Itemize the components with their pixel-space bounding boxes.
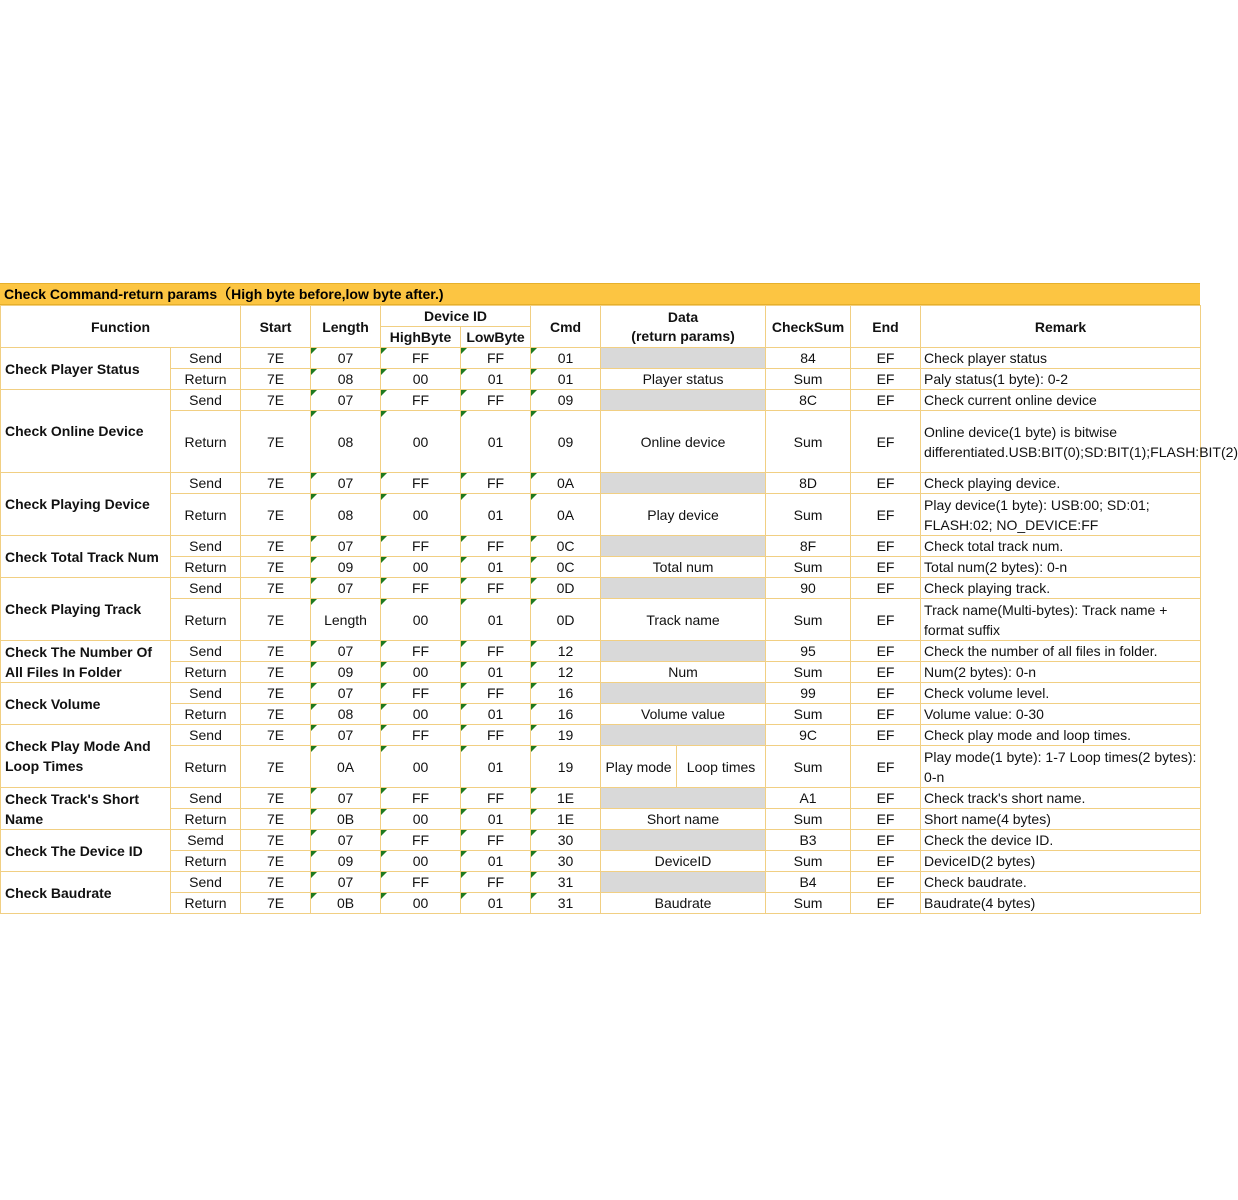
remark-text: Check baudrate.	[921, 872, 1201, 893]
data-params: Short name	[601, 809, 766, 830]
checksum-byte: Sum	[766, 851, 851, 872]
cmd-byte: 31	[531, 872, 601, 893]
device-lowbyte: FF	[461, 390, 531, 411]
device-lowbyte: 01	[461, 494, 531, 536]
end-byte: EF	[851, 599, 921, 641]
remark-text: Check current online device	[921, 390, 1201, 411]
start-byte: 7E	[241, 788, 311, 809]
end-byte: EF	[851, 557, 921, 578]
table-row	[1, 872, 1201, 893]
start-byte: 7E	[241, 683, 311, 704]
table-row	[1, 809, 1201, 830]
table-row	[1, 830, 1201, 851]
row-type: Send	[171, 725, 241, 746]
header-data	[601, 306, 766, 348]
row-type: Return	[171, 557, 241, 578]
remark-text: Paly status(1 byte): 0-2	[921, 369, 1201, 390]
length-byte: 07	[311, 578, 381, 599]
device-highbyte: FF	[381, 390, 461, 411]
end-byte: EF	[851, 578, 921, 599]
cmd-byte: 0A	[531, 494, 601, 536]
remark-text: Check playing track.	[921, 578, 1201, 599]
function-name: Check Playing Device	[1, 473, 171, 536]
device-highbyte: FF	[381, 536, 461, 557]
remark-text: Total num(2 bytes): 0-n	[921, 557, 1201, 578]
end-byte: EF	[851, 683, 921, 704]
data-loop-times: Loop times	[677, 746, 766, 788]
table-row	[1, 746, 1201, 788]
start-byte: 7E	[241, 851, 311, 872]
length-byte: 07	[311, 390, 381, 411]
device-lowbyte: 01	[461, 851, 531, 872]
row-type: Return	[171, 893, 241, 914]
length-byte: 07	[311, 830, 381, 851]
length-byte: 09	[311, 851, 381, 872]
start-byte: 7E	[241, 809, 311, 830]
data-play-mode: Play mode	[601, 746, 677, 788]
cmd-byte: 0C	[531, 557, 601, 578]
end-byte: EF	[851, 725, 921, 746]
checksum-byte: Sum	[766, 369, 851, 390]
device-highbyte: FF	[381, 725, 461, 746]
device-highbyte: 00	[381, 557, 461, 578]
checksum-byte: Sum	[766, 411, 851, 473]
table-row	[1, 557, 1201, 578]
checksum-byte: Sum	[766, 599, 851, 641]
device-lowbyte: FF	[461, 536, 531, 557]
end-byte: EF	[851, 390, 921, 411]
header-remark: Remark	[921, 306, 1201, 348]
device-highbyte: FF	[381, 872, 461, 893]
remark-text: Check the number of all files in folder.	[921, 641, 1201, 662]
row-type: Send	[171, 348, 241, 369]
device-highbyte: 00	[381, 893, 461, 914]
data-params	[601, 872, 766, 893]
function-name: Check The Number Of All Files In Folder	[1, 641, 171, 683]
data-params	[601, 536, 766, 557]
cmd-byte: 0C	[531, 536, 601, 557]
start-byte: 7E	[241, 893, 311, 914]
cmd-byte: 30	[531, 830, 601, 851]
end-byte: EF	[851, 788, 921, 809]
checksum-byte: Sum	[766, 746, 851, 788]
table-row	[1, 348, 1201, 369]
cmd-byte: 0D	[531, 599, 601, 641]
row-type: Return	[171, 809, 241, 830]
checksum-byte: 99	[766, 683, 851, 704]
length-byte: 08	[311, 494, 381, 536]
data-params	[601, 473, 766, 494]
device-lowbyte: 01	[461, 809, 531, 830]
header-device-id: Device ID	[381, 306, 531, 327]
row-type: Return	[171, 494, 241, 536]
row-type: Return	[171, 746, 241, 788]
checksum-byte: 8D	[766, 473, 851, 494]
function-name: Check Total Track Num	[1, 536, 171, 578]
length-byte: 07	[311, 348, 381, 369]
cmd-byte: 01	[531, 348, 601, 369]
table-row	[1, 893, 1201, 914]
remark-text: Play device(1 byte): USB:00; SD:01; FLASH:02; NO_DEVICE:FF	[921, 494, 1201, 536]
start-byte: 7E	[241, 872, 311, 893]
cmd-byte: 09	[531, 411, 601, 473]
remark-text: Short name(4 bytes)	[921, 809, 1201, 830]
device-highbyte: 00	[381, 704, 461, 725]
header-cmd: Cmd	[531, 306, 601, 348]
checksum-byte: B3	[766, 830, 851, 851]
device-highbyte: 00	[381, 746, 461, 788]
start-byte: 7E	[241, 662, 311, 683]
cmd-byte: 1E	[531, 809, 601, 830]
length-byte: 07	[311, 536, 381, 557]
row-type: Send	[171, 641, 241, 662]
row-type: Send	[171, 473, 241, 494]
start-byte: 7E	[241, 390, 311, 411]
row-type: Send	[171, 872, 241, 893]
data-params: Total num	[601, 557, 766, 578]
data-params: Track name	[601, 599, 766, 641]
table-row	[1, 641, 1201, 662]
function-name: Check Volume	[1, 683, 171, 725]
device-highbyte: FF	[381, 683, 461, 704]
remark-text: Check total track num.	[921, 536, 1201, 557]
data-params	[601, 830, 766, 851]
remark-text: Check play mode and loop times.	[921, 725, 1201, 746]
remark-text: Track name(Multi-bytes): Track name + format suffix	[921, 599, 1201, 641]
end-byte: EF	[851, 662, 921, 683]
row-type: Return	[171, 704, 241, 725]
data-params	[601, 725, 766, 746]
device-highbyte: 00	[381, 851, 461, 872]
checksum-byte: Sum	[766, 662, 851, 683]
length-byte: 08	[311, 411, 381, 473]
data-params: Play device	[601, 494, 766, 536]
device-lowbyte: 01	[461, 411, 531, 473]
header-highbyte: HighByte	[381, 327, 461, 348]
length-byte: 0B	[311, 893, 381, 914]
data-params: Num	[601, 662, 766, 683]
length-byte: 07	[311, 725, 381, 746]
row-type: Return	[171, 851, 241, 872]
device-lowbyte: FF	[461, 830, 531, 851]
header-checksum: CheckSum	[766, 306, 851, 348]
remark-text: Volume value: 0-30	[921, 704, 1201, 725]
device-highbyte: FF	[381, 788, 461, 809]
table-row	[1, 599, 1201, 641]
remark-text: Check player status	[921, 348, 1201, 369]
length-byte: 07	[311, 641, 381, 662]
device-highbyte: FF	[381, 578, 461, 599]
start-byte: 7E	[241, 411, 311, 473]
data-params: Baudrate	[601, 893, 766, 914]
remark-text: Check playing device.	[921, 473, 1201, 494]
header-length: Length	[311, 306, 381, 348]
length-byte: 0B	[311, 809, 381, 830]
cmd-byte: 31	[531, 893, 601, 914]
table-row	[1, 788, 1201, 809]
cmd-byte: 30	[531, 851, 601, 872]
device-highbyte: 00	[381, 411, 461, 473]
table-row	[1, 473, 1201, 494]
end-byte: EF	[851, 704, 921, 725]
device-highbyte: FF	[381, 473, 461, 494]
header-start: Start	[241, 306, 311, 348]
cmd-byte: 19	[531, 725, 601, 746]
data-params	[601, 390, 766, 411]
cmd-byte: 16	[531, 704, 601, 725]
row-type: Return	[171, 662, 241, 683]
cmd-byte: 19	[531, 746, 601, 788]
table-row	[1, 662, 1201, 683]
cmd-byte: 12	[531, 662, 601, 683]
checksum-byte: A1	[766, 788, 851, 809]
function-name: Check Online Device	[1, 390, 171, 473]
table-row	[1, 390, 1201, 411]
remark-text: Play mode(1 byte): 1-7 Loop times(2 bytes): 0-n	[921, 746, 1201, 788]
data-params	[601, 683, 766, 704]
checksum-byte: Sum	[766, 494, 851, 536]
device-lowbyte: 01	[461, 893, 531, 914]
data-params	[601, 788, 766, 809]
device-lowbyte: FF	[461, 725, 531, 746]
device-lowbyte: FF	[461, 641, 531, 662]
end-byte: EF	[851, 494, 921, 536]
remark-text: DeviceID(2 bytes)	[921, 851, 1201, 872]
device-lowbyte: FF	[461, 348, 531, 369]
device-lowbyte: FF	[461, 872, 531, 893]
start-byte: 7E	[241, 578, 311, 599]
data-params	[601, 578, 766, 599]
data-params: Player status	[601, 369, 766, 390]
checksum-byte: 8C	[766, 390, 851, 411]
length-byte: 0A	[311, 746, 381, 788]
start-byte: 7E	[241, 473, 311, 494]
start-byte: 7E	[241, 536, 311, 557]
checksum-byte: Sum	[766, 557, 851, 578]
device-lowbyte: 01	[461, 704, 531, 725]
end-byte: EF	[851, 872, 921, 893]
function-name: Check Track's Short Name	[1, 788, 171, 830]
remark-text: Online device(1 byte) is bitwise differentiated.USB:BIT(0);SD:BIT(1);FLASH:BIT(2)	[921, 411, 1201, 473]
cmd-byte: 12	[531, 641, 601, 662]
end-byte: EF	[851, 809, 921, 830]
start-byte: 7E	[241, 641, 311, 662]
table-row	[1, 704, 1201, 725]
start-byte: 7E	[241, 348, 311, 369]
cmd-byte: 1E	[531, 788, 601, 809]
table-row	[1, 494, 1201, 536]
checksum-byte: B4	[766, 872, 851, 893]
checksum-byte: Sum	[766, 809, 851, 830]
table-row	[1, 536, 1201, 557]
device-lowbyte: FF	[461, 578, 531, 599]
function-name: Check Play Mode And Loop Times	[1, 725, 171, 788]
device-highbyte: 00	[381, 662, 461, 683]
start-byte: 7E	[241, 369, 311, 390]
start-byte: 7E	[241, 494, 311, 536]
command-table	[0, 305, 1238, 914]
device-highbyte: 00	[381, 809, 461, 830]
table-row	[1, 411, 1201, 473]
data-params	[601, 641, 766, 662]
checksum-byte: 90	[766, 578, 851, 599]
row-type: Return	[171, 411, 241, 473]
checksum-byte: 9C	[766, 725, 851, 746]
data-params: Volume value	[601, 704, 766, 725]
checksum-byte: 84	[766, 348, 851, 369]
table-title: Check Command-return params（High byte before,low byte after.)	[0, 283, 1200, 305]
length-byte: 09	[311, 557, 381, 578]
checksum-byte: 8F	[766, 536, 851, 557]
end-byte: EF	[851, 746, 921, 788]
end-byte: EF	[851, 369, 921, 390]
start-byte: 7E	[241, 599, 311, 641]
end-byte: EF	[851, 830, 921, 851]
start-byte: 7E	[241, 704, 311, 725]
data-params: DeviceID	[601, 851, 766, 872]
length-byte: 07	[311, 872, 381, 893]
end-byte: EF	[851, 893, 921, 914]
end-byte: EF	[851, 348, 921, 369]
end-byte: EF	[851, 641, 921, 662]
cmd-byte: 16	[531, 683, 601, 704]
device-highbyte: FF	[381, 348, 461, 369]
table-row	[1, 369, 1201, 390]
end-byte: EF	[851, 536, 921, 557]
table-row	[1, 725, 1201, 746]
header-function: Function	[1, 306, 241, 348]
end-byte: EF	[851, 473, 921, 494]
start-byte: 7E	[241, 746, 311, 788]
length-byte: 08	[311, 704, 381, 725]
start-byte: 7E	[241, 557, 311, 578]
device-highbyte: FF	[381, 641, 461, 662]
header-data-line1: Data	[667, 308, 699, 325]
device-lowbyte: FF	[461, 788, 531, 809]
checksum-byte: Sum	[766, 893, 851, 914]
cmd-byte: 01	[531, 369, 601, 390]
length-byte: Length	[311, 599, 381, 641]
device-highbyte: 00	[381, 369, 461, 390]
device-highbyte: FF	[381, 830, 461, 851]
end-byte: EF	[851, 851, 921, 872]
device-lowbyte: FF	[461, 473, 531, 494]
header-end: End	[851, 306, 921, 348]
device-lowbyte: 01	[461, 599, 531, 641]
row-type: Send	[171, 390, 241, 411]
length-byte: 07	[311, 788, 381, 809]
row-type: Semd	[171, 830, 241, 851]
row-type: Send	[171, 683, 241, 704]
device-highbyte: 00	[381, 494, 461, 536]
length-byte: 07	[311, 683, 381, 704]
data-params	[601, 348, 766, 369]
function-name: Check Baudrate	[1, 872, 171, 914]
header-lowbyte: LowByte	[461, 327, 531, 348]
start-byte: 7E	[241, 830, 311, 851]
row-type: Return	[171, 599, 241, 641]
remark-text: Baudrate(4 bytes)	[921, 893, 1201, 914]
data-params: Online device	[601, 411, 766, 473]
row-type: Send	[171, 788, 241, 809]
table-row	[1, 578, 1201, 599]
remark-text: Check track's short name.	[921, 788, 1201, 809]
row-type: Return	[171, 369, 241, 390]
function-name: Check Player Status	[1, 348, 171, 390]
device-lowbyte: 01	[461, 746, 531, 788]
device-highbyte: 00	[381, 599, 461, 641]
checksum-byte: 95	[766, 641, 851, 662]
row-type: Send	[171, 536, 241, 557]
remark-text: Check the device ID.	[921, 830, 1201, 851]
length-byte: 08	[311, 369, 381, 390]
start-byte: 7E	[241, 725, 311, 746]
device-lowbyte: 01	[461, 557, 531, 578]
command-table-sheet	[0, 283, 1238, 914]
device-lowbyte: 01	[461, 662, 531, 683]
function-name: Check The Device ID	[1, 830, 171, 872]
header-data-line2: (return params)	[631, 327, 735, 344]
cmd-byte: 0D	[531, 578, 601, 599]
function-name: Check Playing Track	[1, 578, 171, 641]
row-type: Send	[171, 578, 241, 599]
checksum-byte: Sum	[766, 704, 851, 725]
table-row	[1, 851, 1201, 872]
device-lowbyte: 01	[461, 369, 531, 390]
length-byte: 09	[311, 662, 381, 683]
cmd-byte: 0A	[531, 473, 601, 494]
remark-text: Num(2 bytes): 0-n	[921, 662, 1201, 683]
device-lowbyte: FF	[461, 683, 531, 704]
table-row	[1, 683, 1201, 704]
length-byte: 07	[311, 473, 381, 494]
end-byte: EF	[851, 411, 921, 473]
cmd-byte: 09	[531, 390, 601, 411]
remark-text: Check volume level.	[921, 683, 1201, 704]
